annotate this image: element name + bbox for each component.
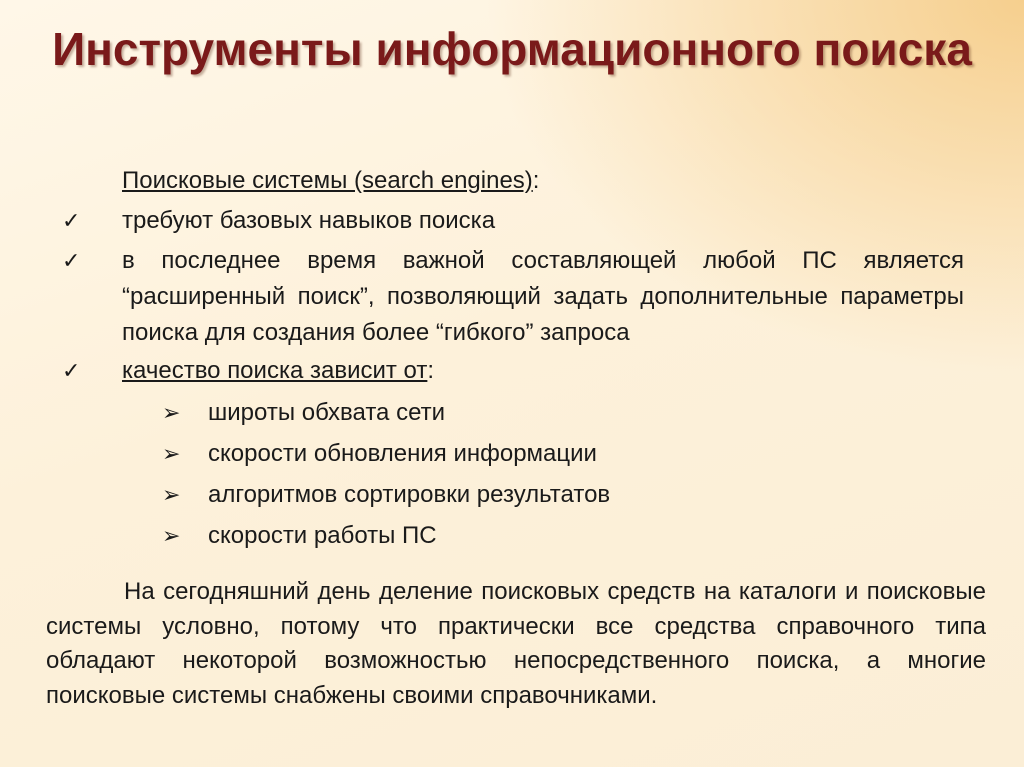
bullet-item-label: качество поиска зависит от (122, 357, 428, 384)
sub-bullet-item: широты обхвата сети (208, 399, 446, 426)
bullet-item: требуют базовых навыков поиска (122, 207, 496, 234)
bullet-item (122, 353, 964, 389)
arrowhead-icon: ➢ (162, 482, 181, 507)
sub-bullet-item: скорости работы ПС (208, 522, 437, 549)
checkmark-icon: ✓ (62, 358, 81, 383)
summary-paragraph (46, 575, 986, 713)
bullet-item: в последнее время важной составляющей любой ПС является “расширенный поиск”, позволяющий задать дополнительные параметры поиска для создания более “гибкого” запроса (122, 247, 964, 346)
section-heading (122, 166, 539, 196)
sub-bullet-item: скорости обновления информации (208, 440, 597, 467)
slide-title: Инструменты информационного поиска (52, 23, 972, 75)
checkmark-icon: ✓ (62, 208, 81, 233)
bullet-item-colon: : (427, 357, 435, 384)
sub-bullet-item: алгоритмов сортировки результатов (208, 481, 611, 508)
section-heading-colon: : (532, 167, 540, 194)
arrowhead-icon: ➢ (162, 400, 181, 425)
arrowhead-icon: ➢ (162, 441, 181, 466)
checkmark-icon: ✓ (62, 248, 81, 273)
summary-paragraph-text: На сегодняшний день деление поисковых средств на каталоги и поисковые системы условно, потому что практически все средства справочного типа обладают некоторой возможностью непосредственного поиска, а многие поисковые системы снабжены своими справочниками. (46, 578, 986, 709)
arrowhead-icon: ➢ (162, 523, 181, 548)
section-heading-label: Поисковые системы (search engines) (122, 167, 533, 194)
